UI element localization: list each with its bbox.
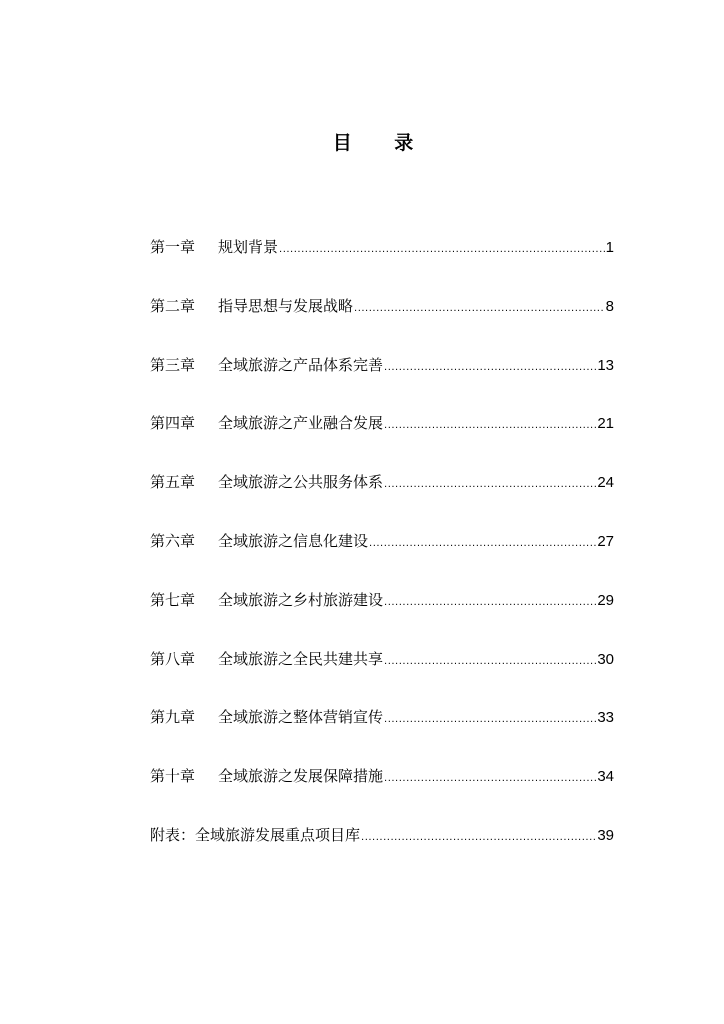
- page-number: 1: [605, 239, 614, 256]
- chapter-title: 全域旅游之全民共建共享: [218, 649, 384, 668]
- toc-entry[interactable]: [150, 530, 614, 589]
- toc-entry[interactable]: [150, 471, 614, 530]
- chapter-title: 全域旅游之整体营销宣传: [218, 708, 384, 727]
- page-number: 21: [597, 415, 614, 433]
- page-number: 33: [597, 709, 614, 727]
- chapter-number: 第一章: [150, 238, 196, 256]
- page-number: 30: [597, 650, 614, 668]
- dot-leader: [384, 592, 596, 614]
- dot-leader: [384, 709, 596, 731]
- dot-leader: [384, 651, 596, 673]
- dot-leader: [384, 474, 596, 496]
- toc-title: 目 录: [332, 132, 432, 154]
- chapter-number: 第六章: [150, 531, 196, 550]
- dot-leader: [384, 768, 596, 790]
- dot-leader: [369, 533, 596, 555]
- page-number: 24: [597, 474, 614, 492]
- dot-leader: [384, 357, 596, 379]
- toc-list: [150, 236, 614, 883]
- toc-appendix-entry[interactable]: [150, 824, 614, 883]
- toc-entry[interactable]: [150, 236, 614, 295]
- chapter-number: 第五章: [150, 473, 196, 492]
- dot-leader: [354, 298, 605, 320]
- chapter-number: 第九章: [150, 708, 196, 727]
- chapter-number: 第三章: [150, 355, 196, 374]
- chapter-title: 全域旅游之公共服务体系: [218, 473, 384, 492]
- page-number: 8: [605, 297, 614, 315]
- chapter-number: 第四章: [150, 414, 196, 433]
- appendix-title: 附表：全域旅游发展重点项目库: [150, 825, 361, 844]
- chapter-title: 全域旅游之发展保障措施: [218, 767, 384, 786]
- toc-entry[interactable]: [150, 648, 614, 707]
- chapter-number: 第二章: [150, 296, 196, 315]
- toc-entry[interactable]: [150, 412, 614, 471]
- dot-leader: [361, 827, 596, 849]
- page-number: 34: [597, 768, 614, 786]
- dot-leader: [279, 239, 605, 261]
- toc-entry[interactable]: [150, 354, 614, 413]
- toc-entry[interactable]: [150, 706, 614, 765]
- chapter-number: 第十章: [150, 767, 196, 786]
- chapter-title: 指导思想与发展战略: [218, 296, 354, 315]
- dot-leader: [384, 415, 596, 437]
- toc-entry[interactable]: [150, 295, 614, 354]
- toc-entry[interactable]: [150, 765, 614, 824]
- chapter-title: 全域旅游之产品体系完善: [218, 355, 384, 374]
- page-number: 39: [597, 826, 614, 844]
- chapter-number: 第七章: [150, 590, 196, 609]
- chapter-title: 全域旅游之乡村旅游建设: [218, 590, 384, 609]
- page-number: 13: [597, 356, 614, 374]
- chapter-number: 第八章: [150, 649, 196, 668]
- chapter-title: 全域旅游之信息化建设: [218, 531, 369, 550]
- toc-entry[interactable]: [150, 589, 614, 648]
- chapter-title: 规划背景: [218, 238, 279, 256]
- page-number: 29: [597, 591, 614, 609]
- page-number: 27: [597, 532, 614, 550]
- chapter-title: 全域旅游之产业融合发展: [218, 414, 384, 433]
